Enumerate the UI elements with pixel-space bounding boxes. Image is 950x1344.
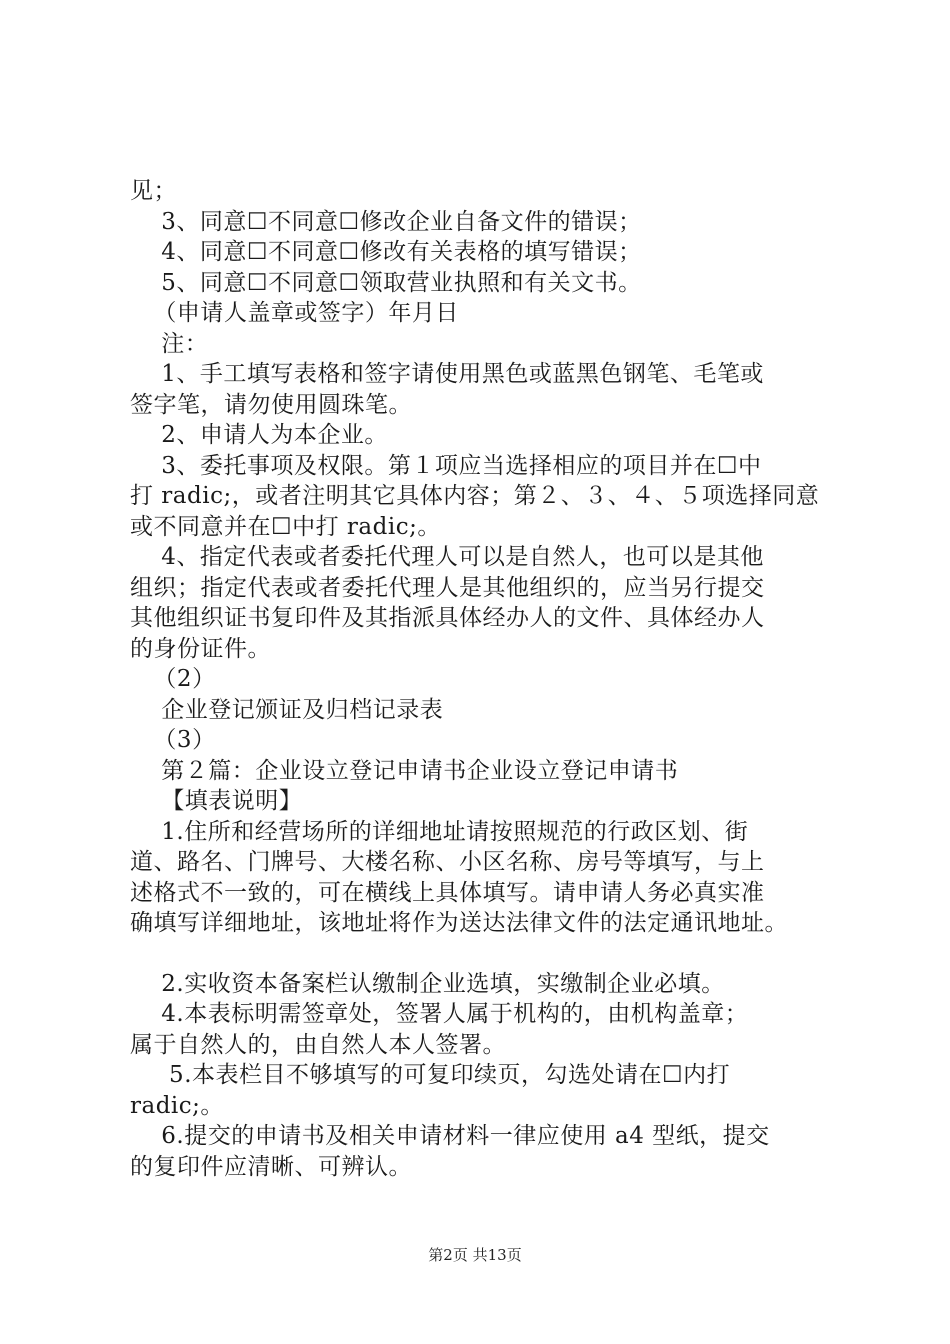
- text-line: 5、同意☐不同意☐领取营业执照和有关文书。: [130, 269, 642, 296]
- text-line: 4、指定代表或者委托代理人可以是自然人，也可以是其他: [130, 544, 764, 570]
- text-line: 见；: [130, 178, 177, 204]
- text-line: 打 radic;，或者注明其它具体内容；第２、３、４、５项选择同意: [130, 483, 820, 509]
- text-line: 1、手工填写表格和签字请使用黑色或蓝黑色钢笔、毛笔或: [130, 361, 764, 387]
- text-line: 确填写详细地址，该地址将作为送达法律文件的法定通讯地址。: [130, 910, 788, 936]
- text-line: 组织；指定代表或者委托代理人是其他组织的，应当另行提交: [130, 574, 765, 601]
- text-line: 6.提交的申请书及相关申请材料一律应使用 a4 型纸，提交: [130, 1123, 770, 1149]
- document-body: [130, 176, 850, 1182]
- text-line: 的复印件应清晰、可辨认。: [130, 1153, 412, 1180]
- text-line: radic;。: [130, 1092, 224, 1119]
- section-heading: 【填表说明】: [130, 788, 303, 814]
- page-number-label: 第2页 共13页: [428, 1246, 522, 1264]
- text-line: 2、申请人为本企业。: [130, 422, 388, 448]
- section-marker: （2）: [130, 666, 216, 692]
- text-line: 3、同意☐不同意☐修改企业自备文件的错误；: [130, 208, 642, 235]
- paragraph-gap: [130, 939, 850, 969]
- text-line: 注：: [130, 330, 209, 357]
- text-line: （申请人盖章或签字）年月日: [130, 300, 459, 326]
- text-line: 的身份证件。: [130, 635, 271, 662]
- text-line: 其他组织证书复印件及其指派具体经办人的文件、具体经办人: [130, 605, 765, 631]
- text-line: 1.住所和经营场所的详细地址请按照规范的行政区划、街: [130, 818, 749, 845]
- text-line: 3、委托事项及权限。第１项应当选择相应的项目并在☐中: [130, 452, 762, 479]
- section-heading: 第２篇：企业设立登记申请书企业设立登记申请书: [130, 757, 679, 784]
- text-line: 签字笔，请勿使用圆珠笔。: [130, 391, 412, 418]
- section-heading: 企业登记颁证及归档记录表: [130, 696, 444, 723]
- text-line: 属于自然人的，由自然人本人签署。: [130, 1031, 506, 1058]
- page-footer: [0, 1244, 950, 1265]
- section-marker: （3）: [130, 727, 216, 753]
- text-line: 4、同意☐不同意☐修改有关表格的填写错误；: [130, 239, 642, 265]
- text-line: 述格式不一致的，可在横线上具体填写。请申请人务必真实准: [130, 879, 765, 906]
- text-line: 4.本表标明需签章处，签署人属于机构的，由机构盖章；: [130, 1001, 749, 1027]
- text-line: 道、路名、门牌号、大楼名称、小区名称、房号等填写，与上: [130, 849, 765, 875]
- text-line: 2.实收资本备案栏认缴制企业选填，实缴制企业必填。: [130, 970, 725, 997]
- text-line: 5.本表栏目不够填写的可复印续页，勾选处请在☐内打: [130, 1062, 731, 1088]
- text-line: 或不同意并在☐中打 radic;。: [130, 513, 441, 540]
